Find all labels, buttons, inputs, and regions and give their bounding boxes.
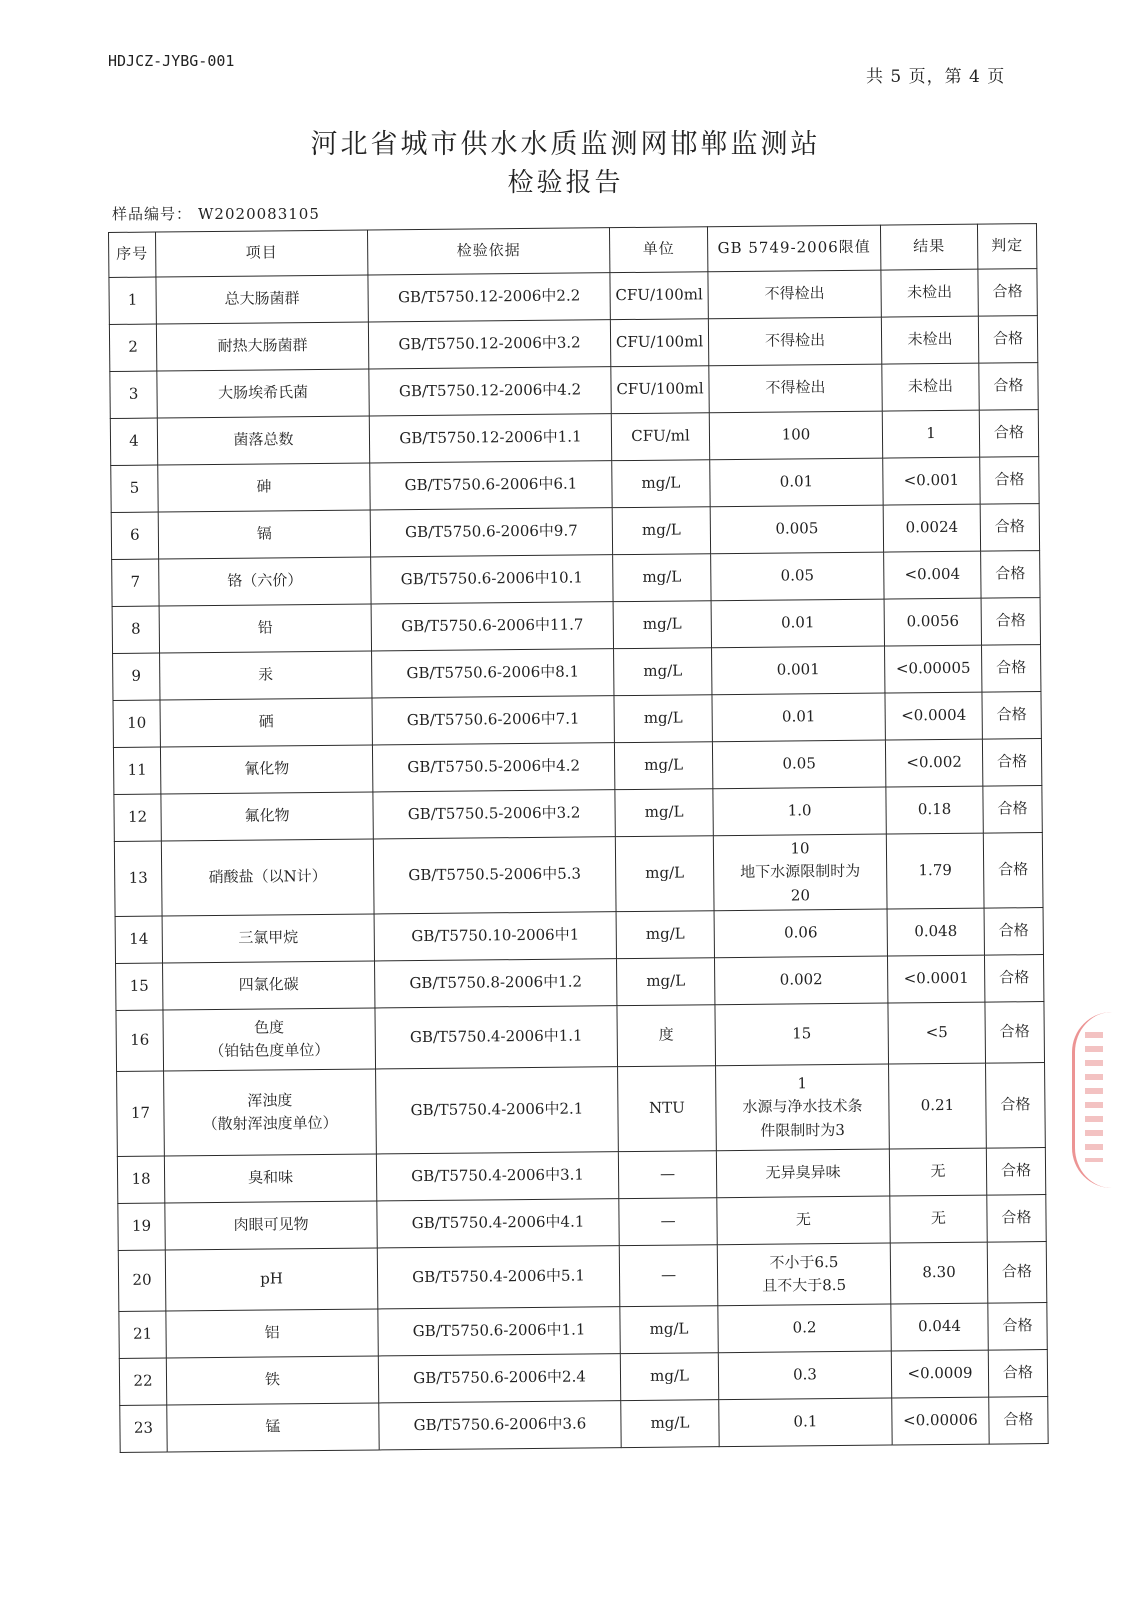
cell-no: 11 (113, 747, 160, 794)
cell-no: 14 (115, 916, 162, 963)
cell-basis: GB/T5750.6-2006中7.1 (372, 696, 614, 745)
cell-verdict: 合格 (987, 1242, 1047, 1304)
cell-basis: GB/T5750.4-2006中5.1 (377, 1246, 620, 1309)
cell-verdict: 合格 (980, 504, 1039, 552)
cell-result: 未检出 (882, 363, 979, 411)
cell-basis: GB/T5750.6-2006中6.1 (370, 461, 612, 510)
table-row (118, 1242, 1047, 1312)
cell-result: <0.00006 (892, 1397, 989, 1445)
cell-basis: GB/T5750.6-2006中8.1 (372, 649, 614, 698)
cell-verdict: 合格 (982, 692, 1041, 740)
cell-result: 无 (890, 1195, 987, 1243)
cell-result: <0.004 (884, 551, 981, 599)
cell-limit: 0.2 (718, 1304, 891, 1353)
cell-limit: 0.06 (714, 909, 887, 958)
cell-limit (717, 1243, 891, 1306)
cell-basis: GB/T5750.6-2006中9.7 (370, 508, 612, 557)
cell-unit: — (619, 1245, 718, 1307)
cell-verdict: 合格 (989, 1397, 1048, 1445)
cell-verdict: 合格 (986, 1063, 1046, 1149)
cell-no: 9 (113, 653, 160, 700)
cell-limit: 0.01 (710, 458, 883, 507)
cell-unit: mg/L (620, 1353, 718, 1401)
cell-limit: 0.05 (712, 740, 885, 789)
cell-result: 未检出 (881, 269, 978, 317)
cell-item: 耐热大肠菌群 (156, 322, 368, 371)
cell-limit-line: 1 (797, 1074, 808, 1093)
cell-unit: mg/L (613, 601, 711, 649)
cell-no: 1 (109, 277, 156, 324)
cell-unit: mg/L (614, 695, 712, 743)
cell-basis: GB/T5750.6-2006中11.7 (371, 602, 613, 651)
cell-limit: 0.01 (712, 693, 885, 742)
cell-limit: 15 (715, 1003, 889, 1066)
cell-result: 0.048 (887, 908, 984, 956)
sample-number-value: W2020083105 (198, 205, 320, 223)
cell-limit-line: 20 (790, 885, 811, 905)
cell-result: 0.0024 (883, 504, 980, 552)
cell-limit (713, 834, 887, 911)
cell-no: 4 (110, 418, 157, 465)
cell-limit: 0.1 (719, 1398, 892, 1447)
cell-result: 0.0056 (884, 598, 981, 646)
cell-result: <0.0009 (891, 1350, 988, 1398)
cell-verdict: 合格 (988, 1350, 1047, 1398)
cell-item: 硒 (160, 698, 372, 747)
cell-verdict: 合格 (983, 833, 1043, 909)
cell-item: 硝酸盐（以N计） (161, 839, 374, 916)
cell-no: 13 (114, 841, 162, 916)
cell-verdict: 合格 (986, 1148, 1045, 1196)
cell-unit: mg/L (612, 507, 710, 555)
cell-limit: 无异臭异味 (716, 1149, 889, 1198)
cell-unit: mg/L (615, 836, 714, 912)
cell-unit: mg/L (616, 911, 714, 959)
cell-no: 20 (118, 1250, 166, 1311)
cell-basis: GB/T5750.4-2006中1.1 (375, 1006, 618, 1069)
table-row (117, 1063, 1046, 1157)
cell-no: 23 (120, 1405, 167, 1452)
cell-basis: GB/T5750.6-2006中2.4 (378, 1354, 620, 1403)
cell-verdict: 合格 (982, 739, 1041, 787)
cell-no: 10 (113, 700, 160, 747)
cell-result: <0.0001 (887, 955, 984, 1003)
sample-number-line (112, 203, 320, 224)
report-subtitle: 检验报告 (507, 168, 624, 198)
table-body (109, 269, 1048, 1453)
cell-result: 未检出 (881, 316, 978, 364)
cell-item (164, 1069, 377, 1156)
cell-item: 总大肠菌群 (156, 275, 368, 324)
cell-limit: 0.005 (710, 505, 883, 554)
cell-limit-line: 件限制时为3 (760, 1120, 846, 1140)
cell-item-line: 浑浊度 (247, 1091, 293, 1110)
cell-verdict: 合格 (981, 598, 1040, 646)
page-indicator: 共 5 页，第 4 页 (866, 67, 1006, 87)
cell-unit: 度 (617, 1005, 716, 1067)
col-header-limit: GB 5749-2006限值 (707, 225, 880, 272)
cell-item: 铁 (166, 1356, 378, 1405)
cell-unit: mg/L (616, 958, 714, 1006)
cell-unit: mg/L (614, 648, 712, 696)
cell-limit: 不得检出 (708, 270, 881, 319)
cell-limit (716, 1064, 890, 1151)
cell-unit: CFU/100ml (610, 272, 708, 320)
cell-verdict: 合格 (979, 363, 1038, 411)
cell-no: 12 (114, 794, 161, 841)
cell-basis: GB/T5750.6-2006中3.6 (379, 1401, 621, 1450)
cell-item: 三氯甲烷 (162, 914, 374, 963)
cell-item (163, 1008, 376, 1071)
cell-basis: GB/T5750.8-2006中1.2 (375, 959, 617, 1008)
cell-limit: 0.001 (712, 646, 885, 695)
col-header-verdict: 判定 (977, 224, 1036, 270)
cell-basis: GB/T5750.6-2006中1.1 (378, 1307, 620, 1356)
cell-result: 0.18 (886, 786, 983, 834)
cell-item: 四氯化碳 (163, 961, 375, 1010)
cell-unit: mg/L (615, 789, 713, 837)
cell-limit: 0.05 (711, 552, 884, 601)
cell-unit: CFU/100ml (610, 319, 708, 367)
cell-no: 18 (117, 1156, 164, 1203)
cell-item: 臭和味 (164, 1154, 376, 1203)
report-table-container (108, 223, 1048, 1453)
cell-unit: mg/L (621, 1400, 719, 1448)
cell-basis: GB/T5750.5-2006中3.2 (373, 790, 615, 839)
cell-verdict: 合格 (985, 1002, 1045, 1064)
table-row (114, 833, 1043, 917)
cell-basis: GB/T5750.12-2006中1.1 (369, 414, 611, 463)
report-title: 河北省城市供水水质监测网邯郸监测站 (310, 129, 821, 160)
cell-result: <0.00005 (885, 645, 982, 693)
cell-item: 铅 (159, 604, 371, 653)
cell-unit: — (618, 1151, 716, 1199)
cell-result: <0.002 (885, 739, 982, 787)
cell-no: 16 (116, 1010, 164, 1071)
cell-verdict: 合格 (984, 955, 1043, 1003)
cell-item: 汞 (160, 651, 372, 700)
cell-unit: — (619, 1198, 717, 1246)
col-header-no: 序号 (109, 232, 156, 277)
cell-basis: GB/T5750.4-2006中3.1 (376, 1152, 618, 1201)
table-row (120, 1397, 1048, 1453)
cell-no: 19 (118, 1203, 165, 1250)
cell-unit: mg/L (620, 1306, 718, 1354)
cell-verdict: 合格 (984, 908, 1043, 956)
cell-verdict: 合格 (980, 457, 1039, 505)
cell-item-line: （铂钴色度单位） (209, 1040, 330, 1061)
cell-limit-line: 且不大于8.5 (762, 1275, 847, 1295)
cell-no: 5 (111, 465, 158, 512)
cell-no: 3 (110, 371, 157, 418)
cell-limit-line: 10 (790, 839, 810, 858)
cell-limit: 0.002 (714, 956, 887, 1005)
cell-verdict: 合格 (982, 645, 1041, 693)
cell-verdict: 合格 (983, 786, 1042, 834)
cell-verdict: 合格 (981, 551, 1040, 599)
sample-number-label: 样品编号： (112, 205, 193, 223)
cell-basis: GB/T5750.5-2006中4.2 (372, 743, 614, 792)
cell-item: 肉眼可见物 (165, 1201, 377, 1250)
cell-result: 1.79 (886, 833, 984, 909)
cell-basis: GB/T5750.6-2006中10.1 (371, 555, 613, 604)
cell-no: 17 (117, 1071, 165, 1156)
cell-verdict: 合格 (978, 316, 1037, 364)
cell-no: 22 (119, 1358, 166, 1405)
document-code: HDJCZ-JYBG-001 (108, 52, 235, 70)
cell-unit: CFU/100ml (611, 366, 709, 414)
cell-basis: GB/T5750.4-2006中2.1 (376, 1067, 619, 1154)
cell-result: <0.0004 (885, 692, 982, 740)
cell-basis: GB/T5750.5-2006中5.3 (373, 837, 616, 914)
cell-item: 铝 (166, 1309, 378, 1358)
cell-limit-line: 地下水源限制时为 (740, 862, 861, 882)
cell-verdict: 合格 (978, 269, 1037, 317)
cell-unit: mg/L (612, 460, 710, 508)
cell-basis: GB/T5750.4-2006中4.1 (377, 1199, 619, 1248)
cell-item: 锰 (167, 1403, 379, 1452)
cell-result: <0.001 (883, 457, 980, 505)
cell-item: 镉 (158, 510, 370, 559)
cell-item: 大肠埃希氏菌 (157, 369, 369, 418)
cell-result: 8.30 (890, 1242, 988, 1304)
cell-item: 菌落总数 (157, 416, 369, 465)
cell-item: 砷 (158, 463, 370, 512)
cell-limit-line: 不小于6.5 (769, 1252, 839, 1272)
cell-no: 15 (116, 963, 163, 1010)
cell-item-line: （散射浑浊度单位） (202, 1113, 338, 1134)
cell-item-line: 色度 (254, 1018, 285, 1037)
cell-result: 1 (882, 410, 979, 458)
col-header-result: 结果 (880, 224, 977, 270)
cell-item: 氟化物 (161, 792, 373, 841)
inspection-results-table (108, 223, 1049, 1453)
cell-result: 0.21 (889, 1063, 987, 1149)
table-row (116, 1002, 1045, 1072)
cell-unit: CFU/ml (611, 413, 709, 461)
col-header-unit: 单位 (609, 227, 707, 273)
cell-no: 21 (119, 1311, 166, 1358)
cell-unit: mg/L (613, 554, 711, 602)
cell-basis: GB/T5750.12-2006中2.2 (368, 273, 610, 322)
cell-unit: NTU (618, 1066, 717, 1152)
cell-limit: 无 (717, 1196, 890, 1245)
cell-no: 8 (112, 606, 159, 653)
cell-basis: GB/T5750.12-2006中3.2 (368, 320, 610, 369)
cell-limit: 100 (709, 411, 882, 460)
cell-limit-line: 水源与净水技术条 (742, 1097, 863, 1117)
cell-item: 铬（六价） (159, 557, 371, 606)
col-header-item: 项目 (156, 230, 368, 277)
cell-item: 氰化物 (160, 745, 372, 794)
cell-unit: mg/L (614, 742, 712, 790)
cell-no: 2 (109, 324, 156, 371)
cell-limit: 不得检出 (708, 317, 881, 366)
cell-item: pH (165, 1248, 378, 1311)
cell-basis: GB/T5750.10-2006中1 (374, 912, 616, 961)
cell-basis: GB/T5750.12-2006中4.2 (369, 367, 611, 416)
cell-result: 0.044 (891, 1303, 988, 1351)
cell-verdict: 合格 (987, 1195, 1046, 1243)
cell-no: 6 (111, 512, 158, 559)
cell-limit: 0.01 (711, 599, 884, 648)
red-seal-stamp (1072, 1012, 1115, 1188)
col-header-basis: 检验依据 (367, 228, 609, 275)
cell-no: 7 (112, 559, 159, 606)
cell-limit: 0.3 (718, 1351, 891, 1400)
cell-result: <5 (888, 1002, 986, 1064)
cell-result: 无 (889, 1148, 986, 1196)
cell-verdict: 合格 (988, 1303, 1047, 1351)
cell-limit: 不得检出 (709, 364, 882, 413)
cell-limit: 1.0 (713, 787, 886, 836)
cell-verdict: 合格 (979, 410, 1038, 458)
